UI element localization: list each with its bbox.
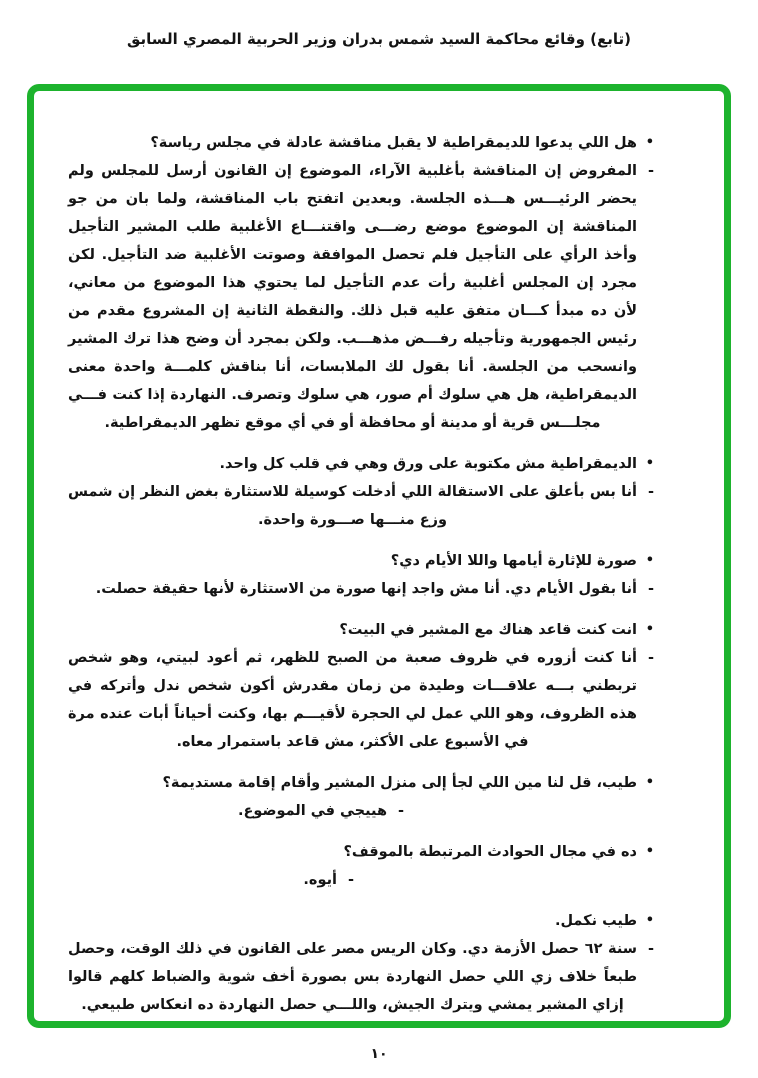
question-text: صورة للإثارة أيامها واللا الأيام دي؟ (390, 553, 637, 569)
bullet-icon: • (645, 913, 654, 928)
answer-item (68, 935, 654, 1019)
bullet-icon: • (645, 456, 654, 471)
answer-text: المفروض إن المناقشة بأغلبية الآراء، الموضوع إن القانون أرسل للمجلس ولم يحضر الرئيـــس هـــذه الجلسة. وبعدين اتفتح باب المناقشة، ولما بان من جو المناقشة إن الموضوع موضع رضـــى واقتنـــاع الأغلبية طلب المشير التأجيل وأخذ الرأي على التأجيل فلم تحصل الموافقة وصوتت الأغلبية ضد التأجيل. لكن مجرد إن المجلس أغلبية رأت عدم التأجيل لما يحتوي هذا الموضوع من معاني، لأن ده مبدأ كـــان متفق عليه قبل ذلك. والنقطة الثانية إن المشروع مقدم من رئيس الجمهورية وتأجيله رفـــض مذهـــب. ولكن بمجرد أن وضح هذا ترك المشير وانسحب من الجلسة. أنا بقول لك الملابسات، أنا بناقش كلمـــة واحدة معنى الديمقراطية، هل هي سلوك أم صور، هي سلوك وتصرف. النهاردة إذا كنت فـــي مجلـــس قرية أو مدينة أو محافظة أو في أي موقع تظهر الديمقراطية. (68, 163, 637, 431)
bullet-icon: • (645, 135, 654, 150)
content-frame (27, 84, 731, 1028)
answer-item (68, 157, 654, 437)
question-text: ده في مجال الحوادث المرتبطة بالموقف؟ (343, 844, 637, 860)
question-item (68, 616, 654, 644)
question-item (68, 838, 654, 866)
question-item (68, 129, 654, 157)
dash-icon: - (647, 581, 654, 597)
answer-item (68, 644, 654, 756)
question-text: هل اللي يدعوا للديمقراطية لا يقبل مناقشة عادلة في مجلس رياسة؟ (150, 135, 637, 151)
answer-text: أنا كنت أزوره في ظروف صعبة من الصبح للظهر، ثم أعود لبيتي، وهو شخص تربطني بـــه علاقـــات وطيدة من زمان مقدرش أكون شخص ندل وأتركه في هذه الظروف، وهو اللي عمل لي الحجرة لأقيـــم بها، وكنت أحياناً أبات عنده مرة في الأسبوع على الأكثر، مش قاعد باستمرار معاه. (68, 650, 637, 750)
answer-text: أنا بقول الأيام دي. أنا مش واجد إنها صورة من الاستثارة لأنها حقيقة حصلت. (95, 581, 637, 597)
question-item (68, 769, 654, 797)
answer-item (68, 575, 654, 603)
question-text: الديمقراطية مش مكتوبة على ورق وهي في قلب كل واحد. (219, 456, 637, 472)
answer-text: هييجي في الموضوع. (237, 803, 387, 819)
answer-text: أنا بس بأعلق على الاستقالة اللي أدخلت كوسيلة للاستثارة بغض النظر إن شمس وزع منـــها صـــورة واحدة. (68, 484, 637, 528)
dash-icon: - (647, 941, 654, 957)
question-item (68, 450, 654, 478)
page-number: ١٠ (370, 1046, 388, 1062)
question-text: طيب، قل لنا مين اللي لجأ إلى منزل المشير وأقام إقامة مستديمة؟ (162, 775, 637, 791)
question-text: انت كنت قاعد هناك مع المشير في البيت؟ (339, 622, 637, 638)
answer-item (68, 478, 654, 534)
answer-text: أيوه. (303, 872, 337, 888)
answer-item (68, 866, 354, 894)
page-header: (تابع) وقائع محاكمة السيد شمس بدران وزير الحربية المصري السابق (126, 30, 632, 48)
question-text: طيب نكمل. (554, 913, 637, 929)
answer-text: سنة ٦٢ حصل الأزمة دي. وكان الريس مصر على القانون في ذلك الوقت، وحصل طبعاً خلاف زي اللي حصل النهاردة بس بصورة أخف شوية والضباط كلهم قالوا إزاي المشير يمشي ويترك الجيش، واللـــي حصل النهاردة ده انعكاس طبيعي. (68, 941, 637, 1013)
dash-icon: - (647, 650, 654, 666)
question-item (68, 547, 654, 575)
dash-icon: - (647, 484, 654, 500)
answer-item (68, 797, 404, 825)
bullet-icon: • (645, 553, 654, 568)
dash-icon: - (647, 163, 654, 179)
dash-icon: - (347, 872, 354, 888)
bullet-icon: • (645, 775, 654, 790)
dash-icon: - (397, 803, 404, 819)
bullet-icon: • (645, 622, 654, 637)
bullet-icon: • (645, 844, 654, 859)
question-item (68, 907, 654, 935)
dialogue (34, 91, 724, 1019)
